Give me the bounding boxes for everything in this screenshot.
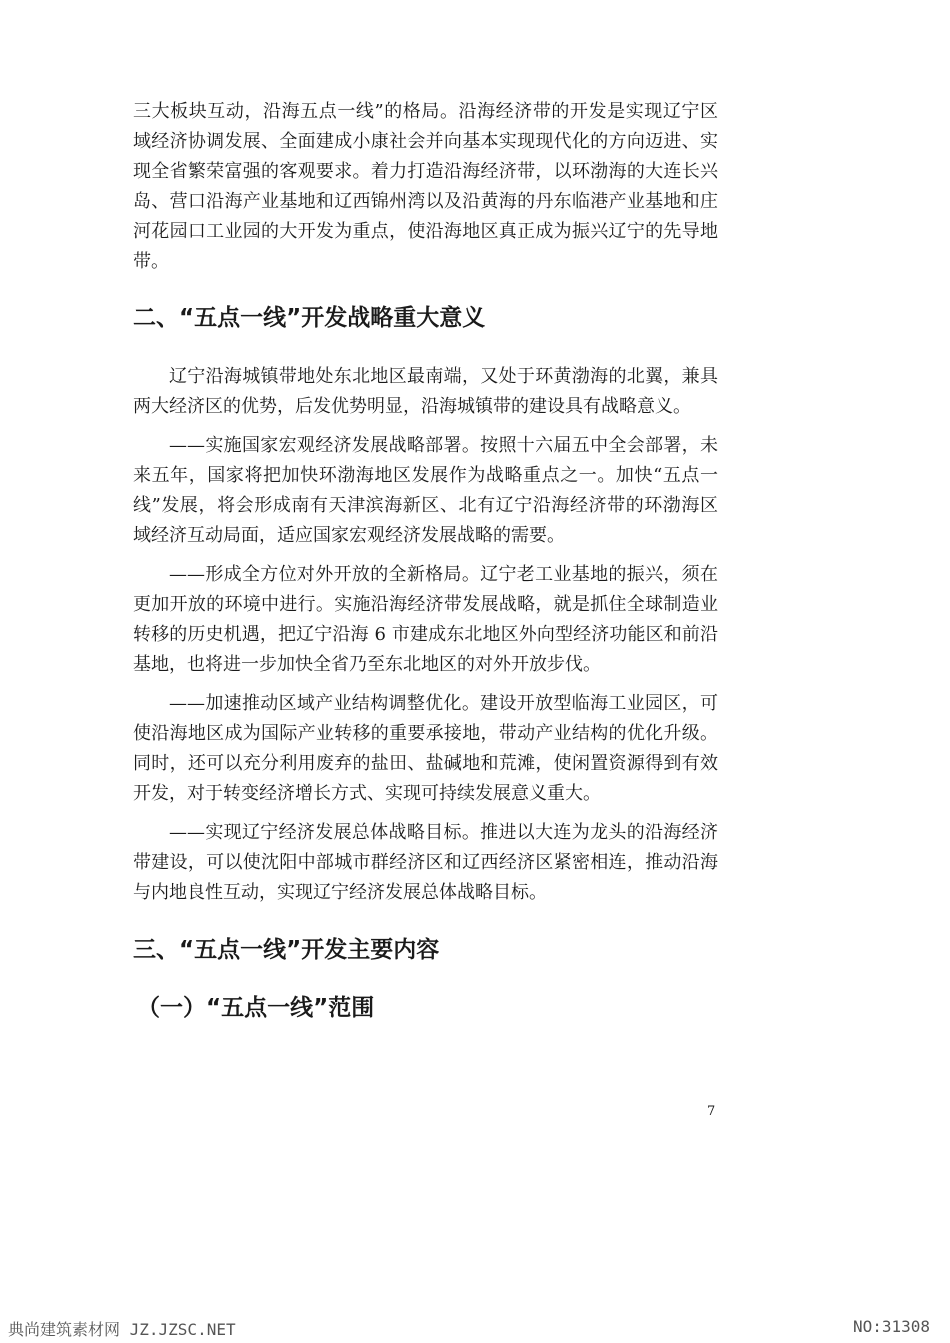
- page-content: [133, 97, 718, 1024]
- paragraph-3: ——形成全方位对外开放的全新格局。辽宁老工业基地的振兴，须在更加开放的环境中进行。实施沿海经济带发展战略，就是抓住全球制造业转移的历史机遇，把辽宁沿海 6 市建成东北地区外向型经济功能区和前沿基地，也将进一步加快全省乃至东北地区的对外开放步伐。: [133, 564, 718, 675]
- paragraph-1: 辽宁沿海城镇带地处东北地区最南端，又处于环黄渤海的北翼，兼具两大经济区的优势，后发优势明显，沿海城镇带的建设具有战略意义。: [133, 366, 718, 417]
- paragraph-5: ——实现辽宁经济发展总体战略目标。推进以大连为龙头的沿海经济带建设，可以使沈阳中部城市群经济区和辽西经济区紧密相连，推动沿海与内地良性互动，实现辽宁经济发展总体战略目标。: [133, 822, 718, 903]
- site-watermark: 典尚建筑素材网 JZ.JZSC.NET: [8, 1320, 236, 1339]
- subsection-heading-1: （一）“五点一线”范围: [137, 995, 375, 1021]
- document-id: NO:31308: [852, 1317, 930, 1336]
- paragraph-2: ——实施国家宏观经济发展战略部署。按照十六届五中全会部署，未来五年，国家将把加快环渤海地区发展作为战略重点之一。加快“五点一线”发展，将会形成南有天津滨海新区、北有辽宁沿海经济带的环渤海区域经济互动局面，适应国家宏观经济发展战略的需要。: [133, 435, 718, 546]
- paragraph-intro: 三大板块互动，沿海五点一线”的格局。沿海经济带的开发是实现辽宁区域经济协调发展、全面建成小康社会并向基本实现现代化的方向迈进、实现全省繁荣富强的客观要求。着力打造沿海经济带，以环渤海的大连长兴岛、营口沿海产业基地和辽西锦州湾以及沿黄海的丹东临港产业基地和庄河花园口工业园的大开发为重点，使沿海地区真正成为振兴辽宁的先导地带。: [133, 101, 718, 272]
- paragraph-4: ——加速推动区域产业结构调整优化。建设开放型临海工业园区，可使沿海地区成为国际产业转移的重要承接地，带动产业结构的优化升级。同时，还可以充分利用废弃的盐田、盐碱地和荒滩，使闲置资源得到有效开发，对于转变经济增长方式、实现可持续发展意义重大。: [133, 693, 718, 804]
- section-heading-3: 三、“五点一线”开发主要内容: [133, 937, 440, 963]
- watermark-footer: [0, 1315, 950, 1343]
- page-number: 7: [707, 1104, 716, 1119]
- section-heading-2: 二、“五点一线”开发战略重大意义: [133, 305, 486, 331]
